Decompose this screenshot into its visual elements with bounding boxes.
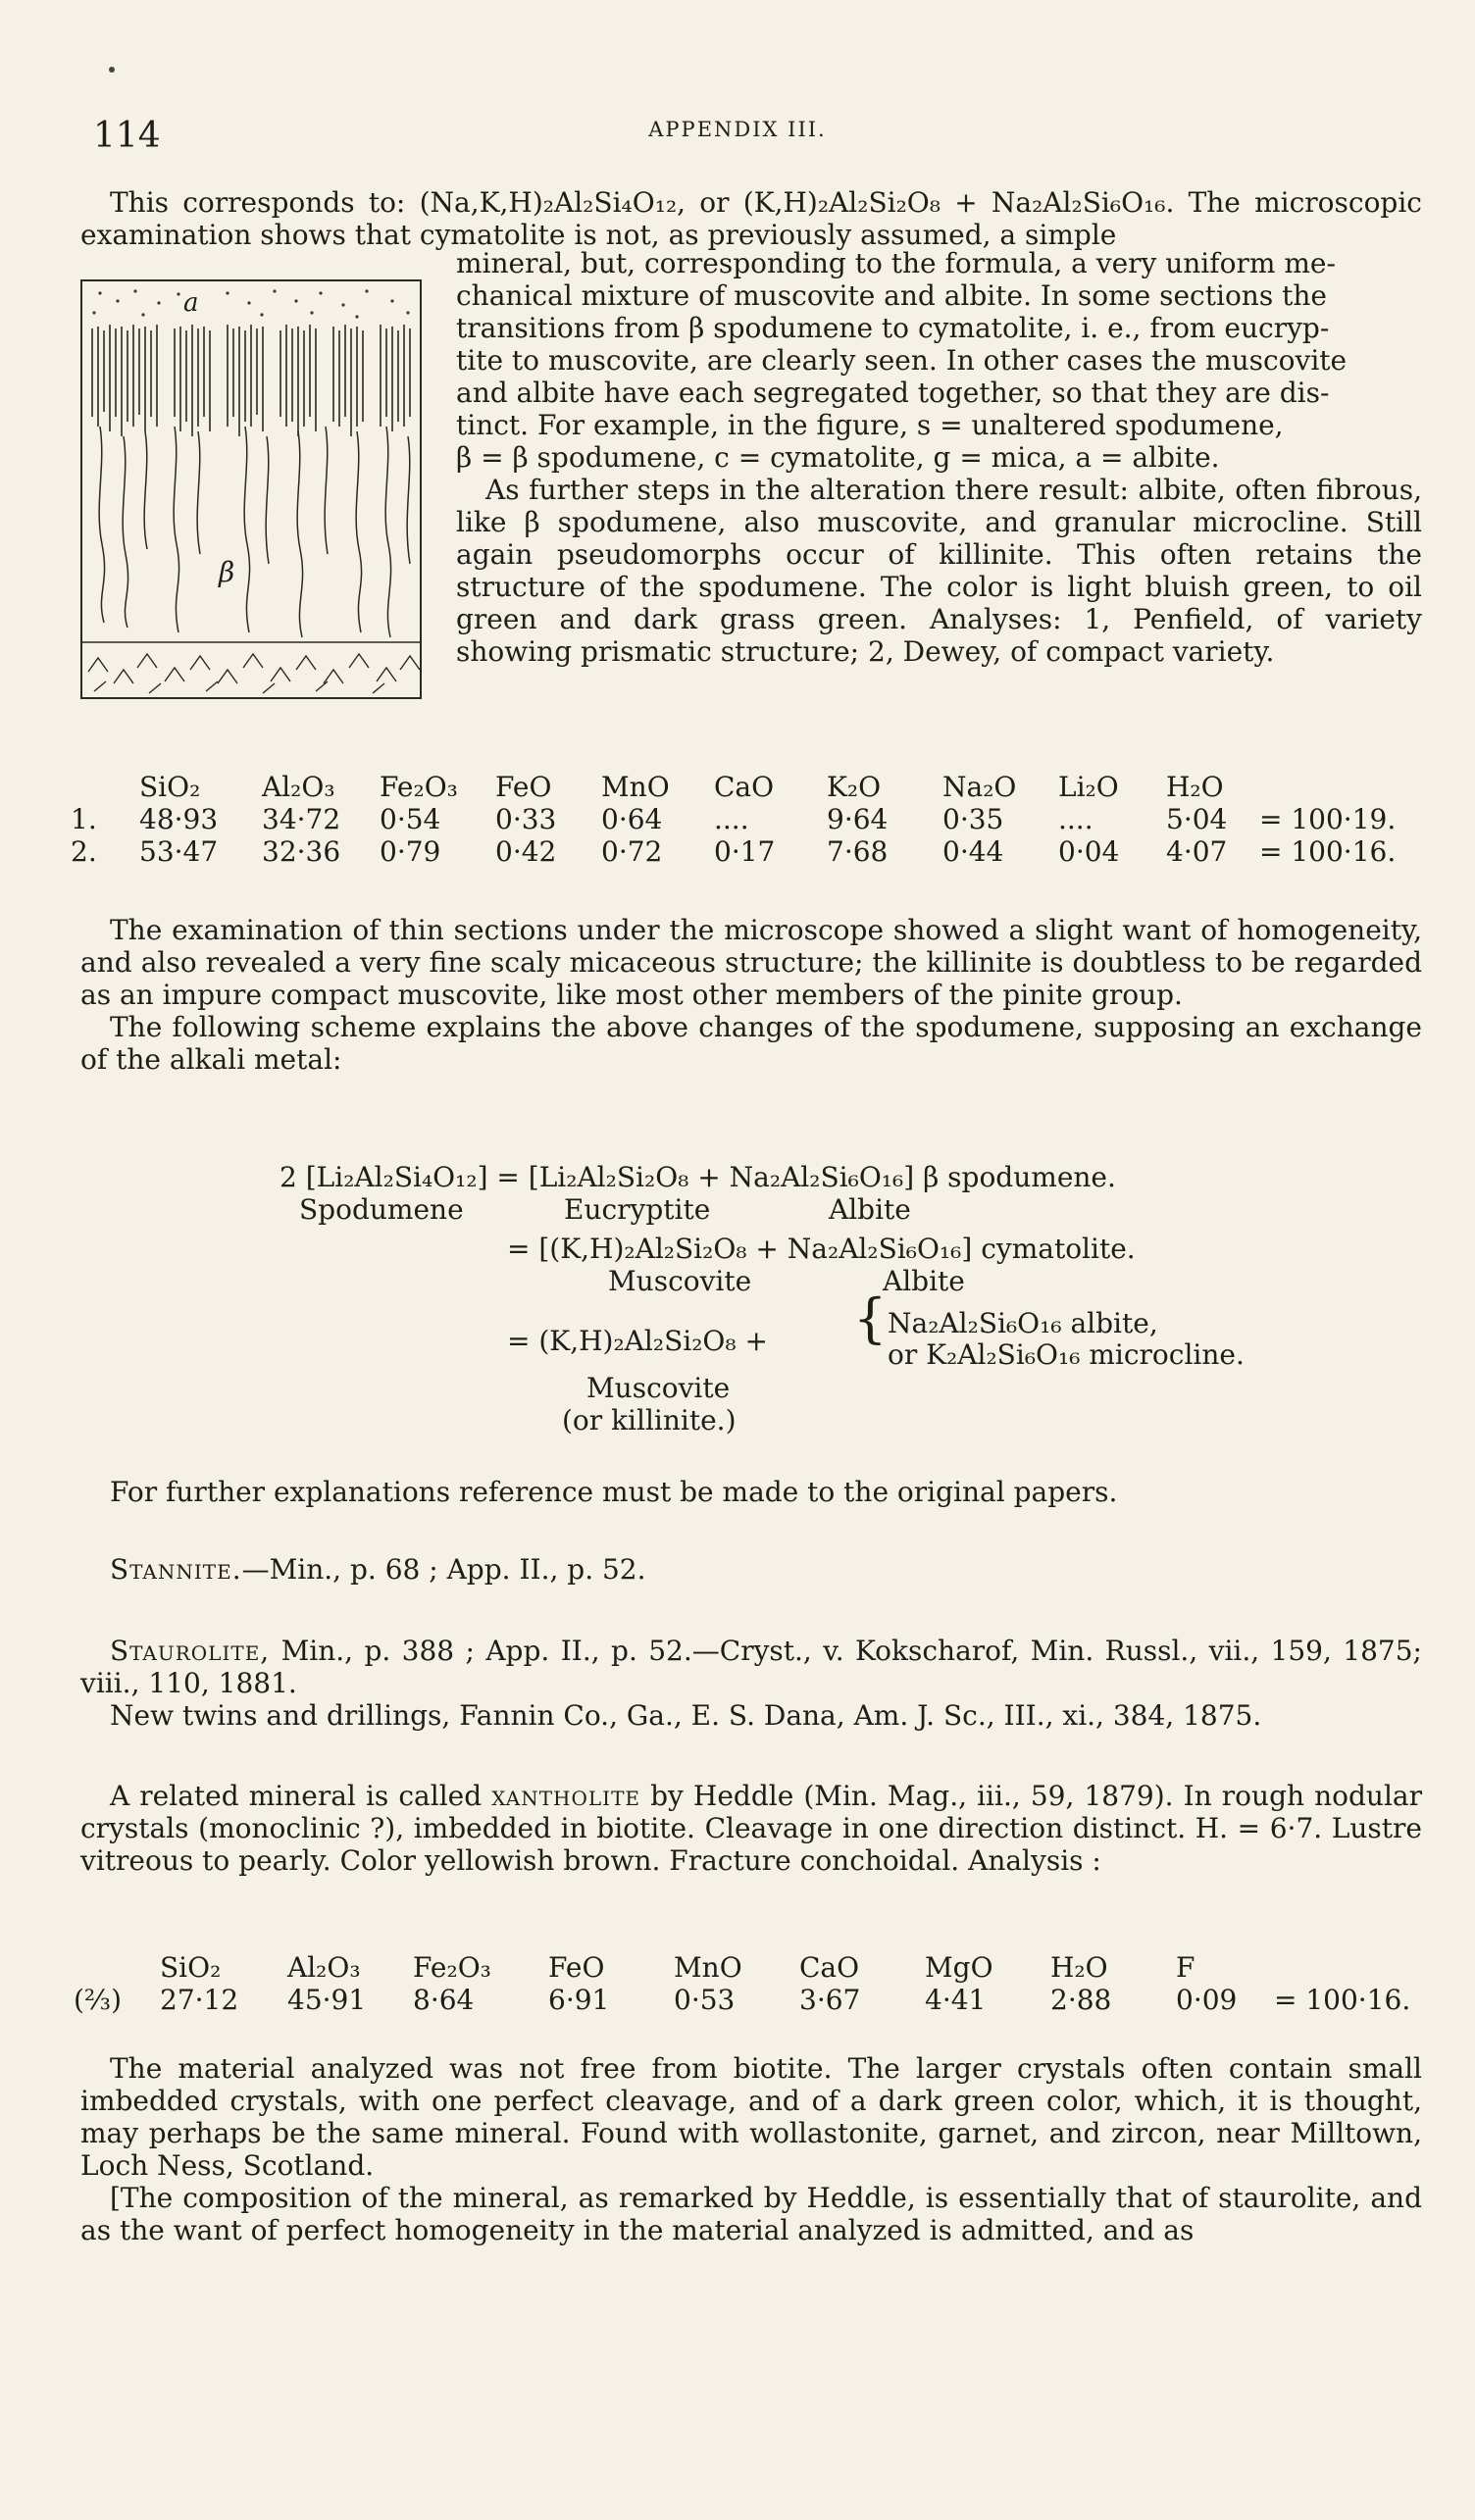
page-number: 114	[93, 116, 161, 156]
cell: 32·36	[262, 835, 341, 868]
row-label: 1.	[71, 803, 97, 835]
col-header: H₂O	[1166, 771, 1224, 803]
cell: 0·72	[601, 835, 663, 868]
table-row	[74, 1984, 1410, 2016]
col-header: FeO	[548, 1951, 605, 1984]
col-header: Al₂O₃	[287, 1951, 361, 1984]
cell: 0·09	[1176, 1984, 1238, 2016]
col-header: Fe₂O₃	[413, 1951, 491, 1984]
cell: ....	[1058, 803, 1094, 835]
cell: 0·54	[380, 803, 441, 835]
cell: 0·79	[380, 835, 441, 868]
staurolite-entry	[80, 1635, 1422, 1732]
material-paragraph	[80, 2052, 1422, 2246]
figure-label-beta: β	[219, 556, 235, 588]
scheme-line-3: = (K,H)₂Al₂Si₂O₈ +	[507, 1325, 768, 1357]
cell: 34·72	[262, 803, 341, 835]
further-text: For further explanations reference must be made to the original papers.	[110, 1476, 1118, 1508]
col-header: FeO	[495, 771, 552, 803]
intro-tail: The microscopic examination shows that cymatolite is not, as previously assumed, a simple	[80, 186, 1422, 251]
table-header-row	[74, 1951, 1410, 1984]
analysis-table-1	[71, 771, 1396, 868]
table-row	[71, 835, 1396, 868]
cell: 2·88	[1050, 1984, 1112, 2016]
table-row	[71, 803, 1396, 835]
xantholite-entry	[80, 1780, 1422, 1877]
cell: 4·41	[925, 1984, 987, 2016]
cell: 0·64	[601, 803, 663, 835]
scheme-label-killinite: (or killinite.)	[562, 1404, 737, 1436]
scheme-line-1: 2 [Li₂Al₂Si₄O₁₂] = [Li₂Al₂Si₂O₈ + Na₂Al₂Si₆O₁₆] β spodumene.	[280, 1161, 1116, 1193]
xantholite-text: by Heddle (Min. Mag., iii., 59, 1879). In rough nodular crystals (monoclinic ?), imbedded in biotite. Cleavage in one direction distinct. H. = 6·7. Lustre vitreous to pearly. Color yellowish brown. Fracture conchoidal. Analysis :	[80, 1780, 1422, 1877]
scheme-label-albite: Albite	[829, 1193, 911, 1226]
col-header: Al₂O₃	[262, 771, 335, 803]
staurolite-name: Staurolite,	[110, 1635, 271, 1667]
cell: 48·93	[139, 803, 219, 835]
cell: ....	[714, 803, 749, 835]
examination-text: The examination of thin sections under the microscope showed a slight want of homogeneity, and also revealed a very fine scaly micaceous structure; the killinite is doubtless to be regarded as an impure compact muscovite, like most other members of the pinite group.	[80, 914, 1422, 1011]
figure-side-text	[456, 247, 1422, 668]
col-header: Fe₂O₃	[380, 771, 458, 803]
cell: 0·17	[714, 835, 776, 868]
scheme-label-eucryptite: Eucryptite	[564, 1193, 711, 1226]
col-header: CaO	[714, 771, 775, 803]
stannite-ref: —Min., p. 68 ; App. II., p. 52.	[241, 1553, 646, 1586]
intro-formula: (Na,K,H)₂Al₂Si₄O₁₂, or (K,H)₂Al₂Si₂O₈ + Na₂Al₂Si₆O₁₆.	[419, 186, 1175, 219]
xantholite-lead: A related mineral is called	[110, 1780, 492, 1812]
scheme-option-microcline: or K₂Al₂Si₆O₁₆ microcline.	[888, 1338, 1245, 1371]
cell: 9·64	[827, 803, 889, 835]
cell: 0·42	[495, 835, 557, 868]
ink-speck	[109, 67, 115, 73]
cell: 7·68	[827, 835, 889, 868]
cell: 0·04	[1058, 835, 1120, 868]
col-header: CaO	[799, 1951, 860, 1984]
row-total: = 100·19.	[1259, 803, 1397, 835]
row-total: = 100·16.	[1259, 835, 1397, 868]
scheme-line-2: = [(K,H)₂Al₂Si₂O₈ + Na₂Al₂Si₆O₁₆] cymatolite.	[507, 1233, 1136, 1265]
col-header: Li₂O	[1058, 771, 1119, 803]
figure-drawing	[80, 279, 422, 699]
col-header: SiO₂	[139, 771, 201, 803]
cell: 53·47	[139, 835, 219, 868]
scheme-label-muscovite-2: Muscovite	[586, 1372, 731, 1404]
scheme-label-albite-2: Albite	[883, 1265, 965, 1297]
last-paragraph-text: [The composition of the mineral, as remarked by Heddle, is essentially that of staurolite, and as the want of perfect homogeneity in the material analyzed is admitted, and as	[80, 2182, 1422, 2246]
row-total: = 100·16.	[1274, 1984, 1411, 2016]
cell: 0·35	[942, 803, 1004, 835]
cell: 3·67	[799, 1984, 861, 2016]
side-line: chanical mixture of muscovite and albite. In some sections the	[456, 279, 1327, 312]
further-paragraph	[80, 1476, 1422, 1508]
cell: 0·53	[674, 1984, 736, 2016]
cell: 45·91	[287, 1984, 367, 2016]
scheme-option-albite: Na₂Al₂Si₆O₁₆ albite,	[888, 1307, 1158, 1339]
col-header: F	[1176, 1951, 1195, 1984]
scheme-label-spodumene: Spodumene	[299, 1193, 464, 1226]
side-line: mineral, but, corresponding to the formula, a very uniform me-	[456, 247, 1336, 279]
alteration-paragraph: As further steps in the alteration there result: albite, often fibrous, like β spodumene, also muscovite, and granular microcline. Still again pseudomorphs occur of killinite. This often retains the structure of the spodumene. The color is light bluish green, to oil green and dark grass green. Analyses: 1, Penfield, of variety showing prismatic structure; 2, Dewey, of compact variety.	[456, 474, 1422, 668]
row-label: 2.	[71, 835, 97, 868]
staurolite-ref: Min., p. 388 ; App. II., p. 52.—Cryst., v. Kokscharof, Min. Russl., vii., 159, 1875; viii., 110, 1881.	[80, 1635, 1422, 1699]
cell: 5·04	[1166, 803, 1228, 835]
intro-lead: This corresponds to:	[110, 186, 420, 219]
staurolite-twins: New twins and drillings, Fannin Co., Ga., E. S. Dana, Am. J. Sc., III., xi., 384, 1875.	[110, 1699, 1262, 1732]
analysis-table-2	[74, 1951, 1410, 2016]
side-line: tite to muscovite, are clearly seen. In other cases the muscovite	[456, 344, 1348, 377]
brace-icon: {	[853, 1287, 888, 1349]
examination-paragraph	[80, 914, 1422, 1076]
col-header: MgO	[925, 1951, 993, 1984]
scheme-intro-text: The following scheme explains the above changes of the spodumene, supposing an exchange of the alkali metal:	[80, 1011, 1422, 1076]
cell: 0·33	[495, 803, 557, 835]
col-header: Na₂O	[942, 771, 1017, 803]
stannite-name: Stannite.	[110, 1553, 242, 1586]
microscope-figure	[80, 279, 422, 699]
side-line: transitions from β spodumene to cymatolite, i. e., from eucryp-	[456, 312, 1330, 344]
material-text: The material analyzed was not free from biotite. The larger crystals often contain small imbedded crystals, with one perfect cleavage, and of a dark green color, which, it is thought, may perhaps be the same mineral. Found with wollastonite, garnet, and zircon, near Milltown, Loch Ness, Scotland.	[80, 2052, 1422, 2182]
scheme-label-muscovite: Muscovite	[608, 1265, 752, 1297]
cell: 4·07	[1166, 835, 1228, 868]
xantholite-name: xantholite	[491, 1780, 641, 1812]
side-line: and albite have each segregated together, so that they are dis-	[456, 377, 1330, 409]
col-header: MnO	[601, 771, 670, 803]
stannite-entry	[80, 1553, 1422, 1586]
col-header: MnO	[674, 1951, 742, 1984]
figure-label-a: a	[183, 288, 199, 318]
side-line: tinct. For example, in the figure, s = unaltered spodumene,	[456, 409, 1284, 441]
col-header: K₂O	[827, 771, 882, 803]
col-header: H₂O	[1050, 1951, 1108, 1984]
cell: 0·44	[942, 835, 1004, 868]
running-title: APPENDIX III.	[648, 118, 827, 141]
cell: 8·64	[413, 1984, 475, 2016]
side-line: β = β spodumene, c = cymatolite, g = mica, a = albite.	[456, 441, 1220, 474]
cell: 27·12	[160, 1984, 239, 2016]
col-header: SiO₂	[160, 1951, 222, 1984]
intro-paragraph	[80, 186, 1422, 251]
cell: 6·91	[548, 1984, 610, 2016]
row-label: (⅔)	[74, 1984, 122, 2016]
table-header-row	[71, 771, 1396, 803]
